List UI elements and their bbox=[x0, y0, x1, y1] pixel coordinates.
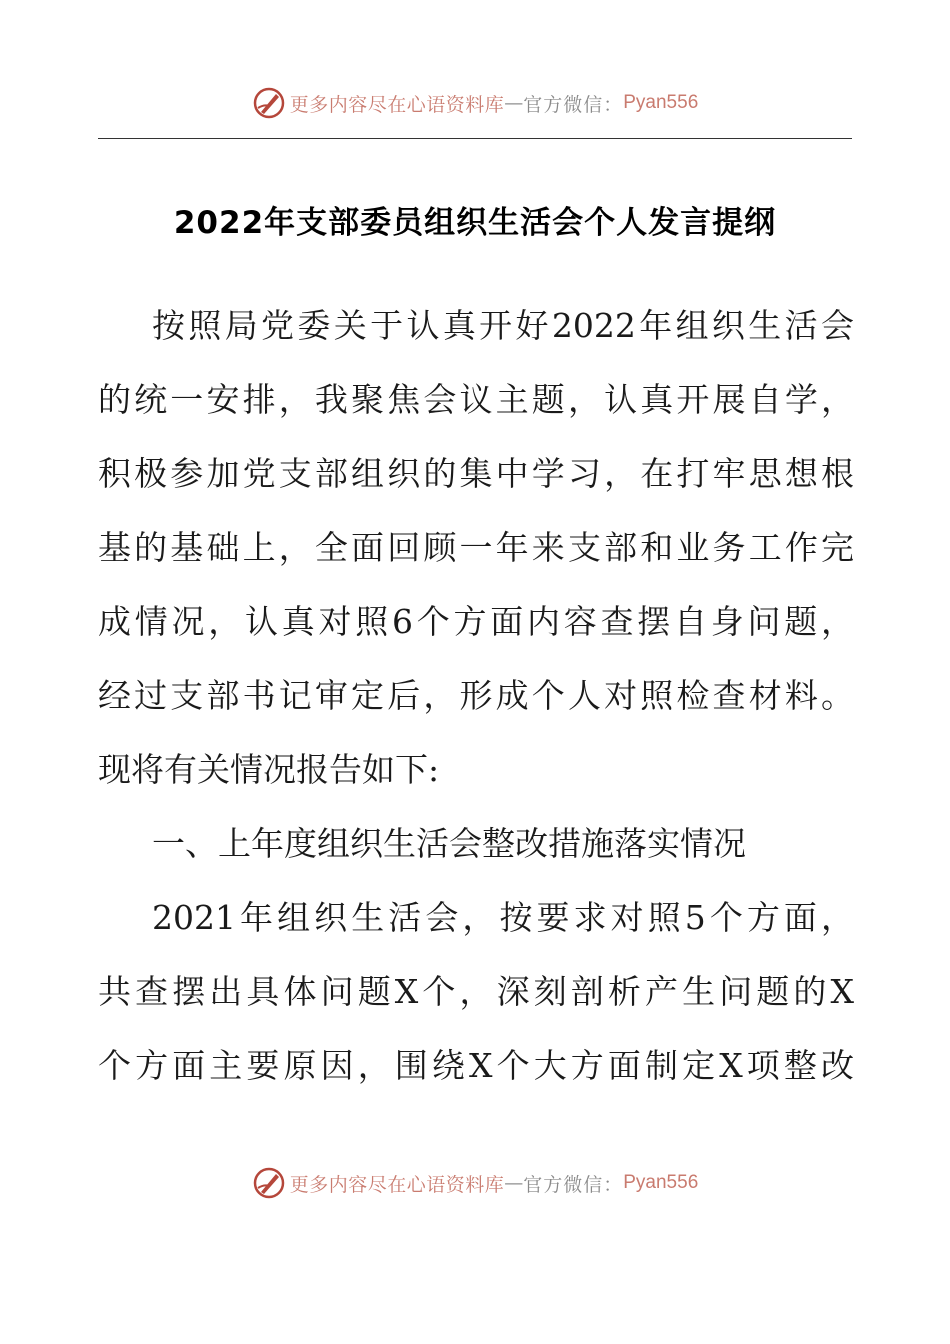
watermark-separator: — bbox=[504, 92, 524, 114]
document-body bbox=[98, 289, 854, 1103]
header-watermark bbox=[0, 78, 950, 128]
footer-watermark bbox=[0, 1158, 950, 1208]
body-line: 积极参加党支部组织的集中学习，在打牢思想根 bbox=[98, 454, 854, 493]
watermark-separator: — bbox=[504, 1172, 524, 1194]
watermark-wechat-id: Pyan556 bbox=[623, 1172, 699, 1193]
body-line: 按照局党委关于认真开好2022年组织生活会 bbox=[152, 306, 854, 345]
quill-pen-logo-icon bbox=[252, 1166, 286, 1200]
header-divider bbox=[98, 138, 852, 139]
watermark-text: 更多内容尽在心语资料库 bbox=[289, 93, 505, 116]
watermark-wechat-label: 官方微信： bbox=[523, 93, 624, 116]
body-line: 成情况，认真对照6个方面内容查摆自身问题， bbox=[98, 602, 854, 641]
section-heading: 一、上年度组织生活会整改措施落实情况 bbox=[152, 824, 746, 863]
body-line: 共查摆出具体问题X个，深刻剖析产生问题的X bbox=[98, 972, 854, 1011]
body-line: 的统一安排，我聚焦会议主题，认真开展自学， bbox=[98, 380, 854, 419]
body-line: 2021年组织生活会，按要求对照5个方面， bbox=[152, 898, 854, 937]
body-line: 现将有关情况报告如下: bbox=[98, 750, 440, 789]
body-line: 基的基础上，全面回顾一年来支部和业务工作完 bbox=[98, 528, 854, 567]
watermark-wechat-id: Pyan556 bbox=[623, 92, 699, 113]
watermark-wechat-label: 官方微信： bbox=[523, 1173, 624, 1196]
document-title: 2022年支部委员组织生活会个人发言提纲 bbox=[173, 205, 777, 241]
body-line: 经过支部书记审定后，形成个人对照检查材料。 bbox=[98, 676, 854, 715]
quill-pen-logo-icon bbox=[252, 86, 286, 120]
watermark-text: 更多内容尽在心语资料库 bbox=[289, 1173, 505, 1196]
body-line: 个方面主要原因，围绕X个大方面制定X项整改 bbox=[98, 1046, 854, 1085]
